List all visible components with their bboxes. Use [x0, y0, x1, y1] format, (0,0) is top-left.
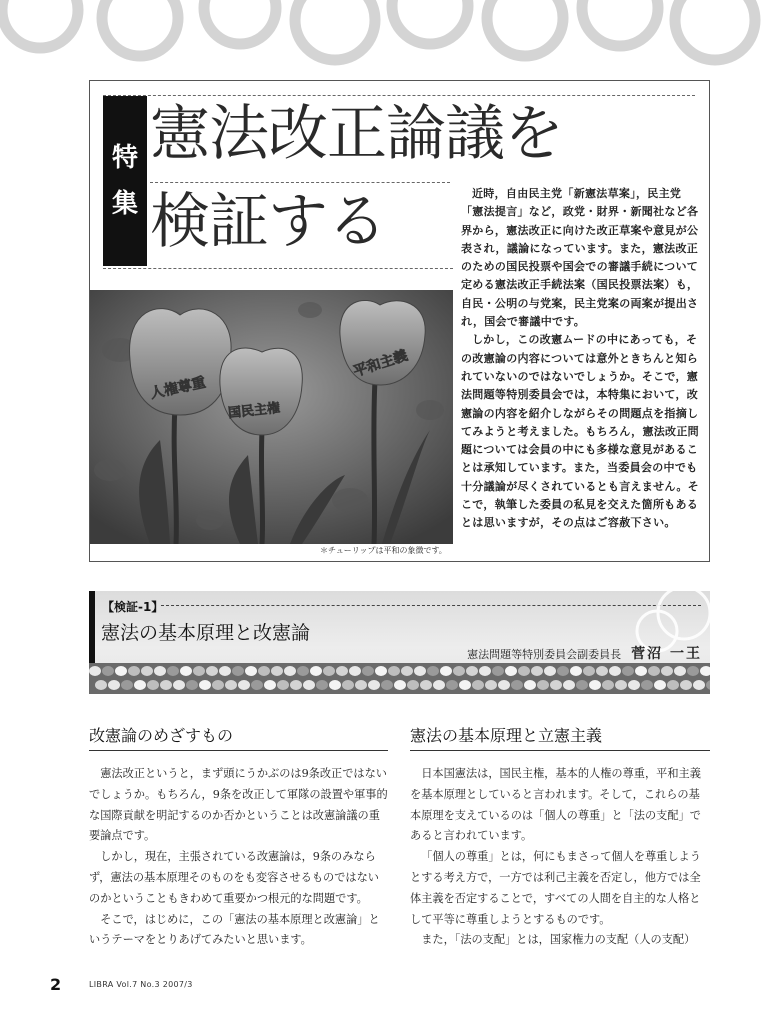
- flower-blossom: [446, 680, 458, 690]
- flower-blossom: [115, 666, 127, 676]
- flower-blossom: [355, 680, 367, 690]
- flower-blossom: [661, 666, 673, 676]
- flower-blossom: [128, 666, 140, 676]
- tulip-label-human-rights: 人権尊重: [148, 374, 208, 403]
- author-role: 憲法問題等特別委員会副委員長: [467, 648, 622, 661]
- section-author: [467, 643, 702, 663]
- feature-top-dashed-rule: [103, 95, 695, 96]
- flower-blossom: [89, 666, 101, 676]
- feature-tag-char: 特: [111, 143, 138, 173]
- column-left-body: [89, 764, 388, 951]
- flower-blossom: [368, 680, 380, 690]
- flower-blossom: [635, 666, 647, 676]
- flower-blossom: [245, 666, 257, 676]
- header-circle-decoration: [0, 0, 768, 70]
- intro-paragraph: しかし，この改憲ムードの中にあっても，その改憲論の内容については意外ときちんと知られていないのではないでしょうか。そこで，憲法問題等特別委員会では，本特集において，改憲論の内容を紹介しながらその問題点を指摘してみようと考えました。もちろん，憲法改正問題については会員の中にも多様な意見があることは承知しています。また，当委員会の中でも十分議論が尽くされているとも言えません。そこで，執筆した委員の私見を交えた箇所もあるとは思いますが，その点はご容赦下さい。: [461, 333, 699, 530]
- flower-strip-photo: [89, 663, 710, 694]
- flower-blossom: [199, 680, 211, 690]
- flower-blossom: [147, 680, 159, 690]
- flower-blossom: [687, 666, 699, 676]
- flower-blossom: [622, 666, 634, 676]
- flower-blossom: [154, 666, 166, 676]
- flower-blossom: [271, 666, 283, 676]
- flower-blossom: [453, 666, 465, 676]
- flower-blossom: [102, 666, 114, 676]
- flower-blossom: [479, 666, 491, 676]
- flower-blossom: [537, 680, 549, 690]
- flower-blossom: [284, 666, 296, 676]
- flower-blossom: [511, 680, 523, 690]
- column-paragraph: そこで，はじめに，この「憲法の基本原理と改憲論」というテーマをとりあげてみたいと思います。: [89, 912, 380, 947]
- flower-blossom: [680, 680, 692, 690]
- flower-blossom: [602, 680, 614, 690]
- flower-blossom: [563, 680, 575, 690]
- feature-intro: [461, 185, 701, 533]
- flower-blossom: [674, 666, 686, 676]
- flower-blossom: [544, 666, 556, 676]
- tulip-label-sovereignty: 国民主権: [227, 400, 281, 422]
- flower-blossom: [303, 680, 315, 690]
- tulip-label-pacifism: 平和主義: [351, 347, 410, 381]
- flower-blossom: [206, 666, 218, 676]
- flower-blossom: [277, 680, 289, 690]
- flower-blossom: [440, 666, 452, 676]
- flower-blossom: [570, 666, 582, 676]
- flower-blossom: [466, 666, 478, 676]
- flower-blossom: [212, 680, 224, 690]
- flower-blossom: [108, 680, 120, 690]
- flower-blossom: [654, 680, 666, 690]
- flower-blossom: [693, 680, 705, 690]
- flower-blossom: [414, 666, 426, 676]
- flower-blossom: [173, 680, 185, 690]
- flower-blossom: [316, 680, 328, 690]
- flower-blossom: [433, 680, 445, 690]
- flower-blossom: [648, 666, 660, 676]
- flower-blossom: [342, 680, 354, 690]
- flower-blossom: [628, 680, 640, 690]
- flower-blossom: [95, 680, 107, 690]
- column-paragraph: また，「法の支配」とは，国家権力の支配（人の支配）: [421, 933, 696, 947]
- author-name: 菅沼 一王: [631, 646, 702, 662]
- column-right-body: [410, 764, 710, 951]
- feature-headline-line1: 憲法改正論議を: [150, 99, 563, 169]
- flower-blossom: [459, 680, 471, 690]
- column-paragraph: 「個人の尊重」とは，何にもまさって個人を尊重しようとする考え方で，一方では利己主義を否定し，他方では全体主義を否定することで，すべての人間を自主的な人格として平等に尊重しようとするものです。: [410, 850, 701, 926]
- column-paragraph: 日本国憲法は，国民主権，基本的人権の尊重，平和主義を基本原理としていると言われます。そして，これらの基本原理を支えているのは「個人の尊重」と「法の支配」であると言われています。: [410, 767, 701, 843]
- feature-tag-char: 集: [111, 189, 138, 219]
- flower-blossom: [186, 680, 198, 690]
- feature-mid-dashed-rule: [150, 182, 450, 183]
- feature-bottom-dashed-rule: [103, 268, 453, 269]
- section-header: [89, 591, 710, 694]
- flower-blossom: [193, 666, 205, 676]
- flower-blossom: [290, 680, 302, 690]
- flower-blossom: [485, 680, 497, 690]
- flower-blossom: [238, 680, 250, 690]
- column-paragraph: しかし，現在，主張されている改憲論は，9条のみならず，憲法の基本原理そのものをも変容させるものではないのかということもきわめて重要かつ根元的な問題です。: [89, 850, 379, 905]
- flower-blossom: [518, 666, 530, 676]
- flower-blossom: [349, 666, 361, 676]
- flower-blossom: [362, 666, 374, 676]
- flower-blossom: [524, 680, 536, 690]
- flower-blossom: [329, 680, 341, 690]
- flower-blossom: [394, 680, 406, 690]
- flower-blossom: [576, 680, 588, 690]
- flower-blossom: [258, 666, 270, 676]
- flower-blossom: [141, 666, 153, 676]
- column-paragraph: 憲法改正というと，まず頭にうかぶのは9条改正ではないでしょうか。もちろん，9条を改正して軍隊の設置や軍事的な国際貢献を明記するのか否かということは改憲論議の重要論点です。: [89, 767, 388, 843]
- photo-caption: ＊チューリップは平和の象徴です。: [320, 546, 447, 555]
- flower-blossom: [498, 680, 510, 690]
- flower-blossom: [550, 680, 562, 690]
- flower-blossom: [557, 666, 569, 676]
- flower-blossom: [420, 680, 432, 690]
- flower-blossom: [167, 666, 179, 676]
- section-dashed-rule: [161, 605, 701, 606]
- feature-tag: [103, 96, 147, 266]
- flower-blossom: [232, 666, 244, 676]
- flower-blossom: [323, 666, 335, 676]
- flower-blossom: [596, 666, 608, 676]
- flower-blossom: [297, 666, 309, 676]
- flower-blossom: [472, 680, 484, 690]
- flower-blossom: [667, 680, 679, 690]
- flower-blossom: [583, 666, 595, 676]
- flower-blossom: [407, 680, 419, 690]
- flower-blossom: [134, 680, 146, 690]
- intro-paragraph: 近時，自由民主党「新憲法草案」，民主党「憲法提言」など，政党・財界・新聞社など各界から，憲法改正に向けた改正草案や意見が公表され，議論になっています。また，憲法改正のための国民投票や国会での審議手続について定める憲法改正手続法案（国民投票法案）も，自民・公明の与党案，民主党案の両案が提出され，国会で審議中です。: [461, 187, 699, 329]
- flower-blossom: [375, 666, 387, 676]
- section-tag: 【検証-1】: [102, 600, 164, 614]
- flower-blossom: [219, 666, 231, 676]
- flower-blossom: [225, 680, 237, 690]
- flower-blossom: [531, 666, 543, 676]
- section-title: 憲法の基本原理と改憲論: [101, 622, 311, 644]
- flower-blossom: [121, 680, 133, 690]
- feature-headline-line2: 検証する: [150, 187, 386, 257]
- journal-info: LIBRA Vol.7 No.3 2007/3: [89, 980, 193, 989]
- flower-blossom: [336, 666, 348, 676]
- flower-blossom: [641, 680, 653, 690]
- tulip-photo: [90, 290, 453, 544]
- flower-blossom: [505, 666, 517, 676]
- flower-blossom: [264, 680, 276, 690]
- column-right-title: 憲法の基本原理と立憲主義: [410, 723, 710, 751]
- flower-blossom: [381, 680, 393, 690]
- flower-blossom: [180, 666, 192, 676]
- flower-blossom: [160, 680, 172, 690]
- page-number: 2: [50, 975, 62, 994]
- flower-blossom: [609, 666, 621, 676]
- flower-blossom: [251, 680, 263, 690]
- flower-blossom: [427, 666, 439, 676]
- flower-blossom: [492, 666, 504, 676]
- flower-blossom: [388, 666, 400, 676]
- column-left-title: 改憲論のめざすもの: [89, 723, 388, 751]
- flower-blossom: [589, 680, 601, 690]
- flower-blossom: [615, 680, 627, 690]
- flower-blossom: [310, 666, 322, 676]
- section-accent-bar: [89, 591, 95, 663]
- flower-blossom: [401, 666, 413, 676]
